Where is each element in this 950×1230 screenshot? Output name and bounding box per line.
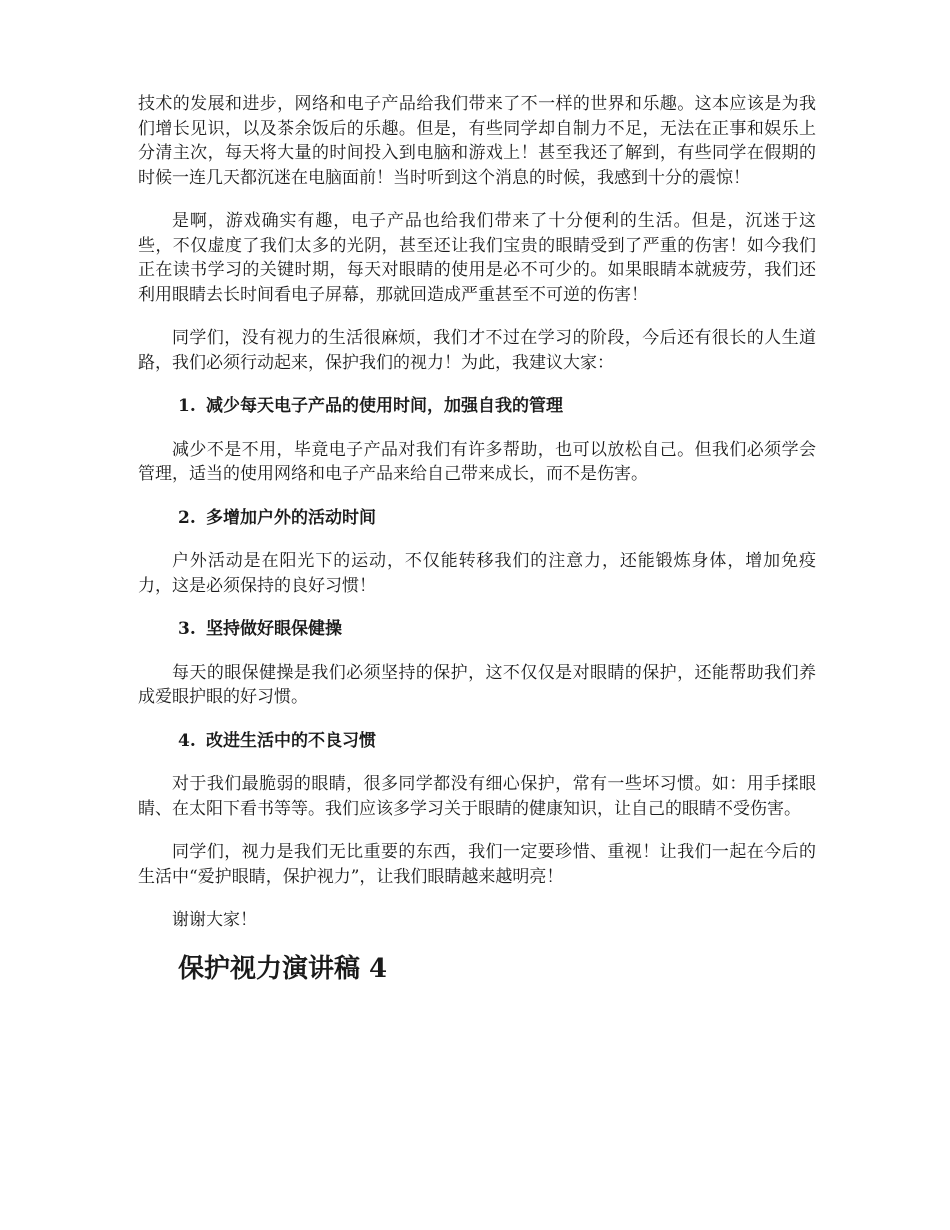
list-item-text: 坚持做好眼保健操 bbox=[206, 619, 342, 639]
list-item-2 bbox=[138, 506, 816, 531]
paragraph-closing: 同学们，视力是我们无比重要的东西，我们一定要珍惜、重视！让我们一起在今后的生活中“爱护眼睛，保护视力”，让我们眼睛越来越明亮！ bbox=[138, 842, 816, 887]
list-item-1 bbox=[138, 394, 816, 419]
paragraph-item-4: 对于我们最脆弱的眼睛，很多同学都没有细心保护，常有一些坏习惯。如：用手揉眼睛、在太阳下看书等等。我们应该多学习关于眼睛的健康知识，让自己的眼睛不受伤害。 bbox=[138, 774, 816, 819]
document-page bbox=[138, 92, 816, 1007]
section-heading: 保护视力演讲稿 4 bbox=[178, 953, 388, 984]
paragraph-item-1: 减少不是不用，毕竟电子产品对我们有许多帮助，也可以放松自己。但我们必须学会管理，适当的使用网络和电子产品来给自己带来成长，而不是伤害。 bbox=[138, 439, 816, 484]
paragraph-thanks: 谢谢大家！ bbox=[172, 910, 257, 930]
list-item-number: 1. bbox=[178, 396, 196, 416]
list-item-text: 减少每天电子产品的使用时间，加强自我的管理 bbox=[206, 396, 563, 416]
paragraph-call-to-action: 同学们，没有视力的生活很麻烦，我们才不过在学习的阶段，今后还有很长的人生道路，我们必须行动起来，保护我们的视力！为此，我建议大家： bbox=[138, 328, 816, 373]
paragraph-item-3: 每天的眼保健操是我们必须坚持的保护，这不仅仅是对眼睛的保护，还能帮助我们养成爱眼护眼的好习惯。 bbox=[138, 662, 816, 707]
list-item-4 bbox=[138, 729, 816, 754]
list-item-number: 4. bbox=[178, 730, 196, 751]
list-item-text: 改进生活中的不良习惯 bbox=[206, 730, 376, 751]
list-item-number: 2. bbox=[178, 507, 196, 528]
paragraph-item-2: 户外活动是在阳光下的运动，不仅能转移我们的注意力，还能锻炼身体，增加免疫力，这是必须保持的良好习惯！ bbox=[138, 551, 816, 596]
paragraph-intro: 技术的发展和进步，网络和电子产品给我们带来了不一样的世界和乐趣。这本应该是为我们增长见识，以及茶余饭后的乐趣。但是，有些同学却自制力不足，无法在正事和娱乐上分清主次，每天将大量的时间投入到电脑和游戏上！甚至我还了解到，有些同学在假期的时候一连几天都沉迷在电脑面前！当时听到这个消息的时候，我感到十分的震惊！ bbox=[138, 94, 816, 188]
paragraph-harm: 是啊，游戏确实有趣，电子产品也给我们带来了十分便利的生活。但是，沉迷于这些，不仅虚度了我们太多的光阴，甚至还让我们宝贵的眼睛受到了严重的伤害！如今我们正在读书学习的关键时期，每天对眼睛的使用是必不可少的。如果眼睛本就疲劳，我们还利用眼睛去长时间看电子屏幕，那就回造成严重甚至不可逆的伤害！ bbox=[138, 211, 816, 305]
list-item-text: 多增加户外的活动时间 bbox=[206, 507, 376, 528]
list-item-number: 3. bbox=[178, 619, 196, 639]
list-item-3 bbox=[138, 617, 816, 642]
